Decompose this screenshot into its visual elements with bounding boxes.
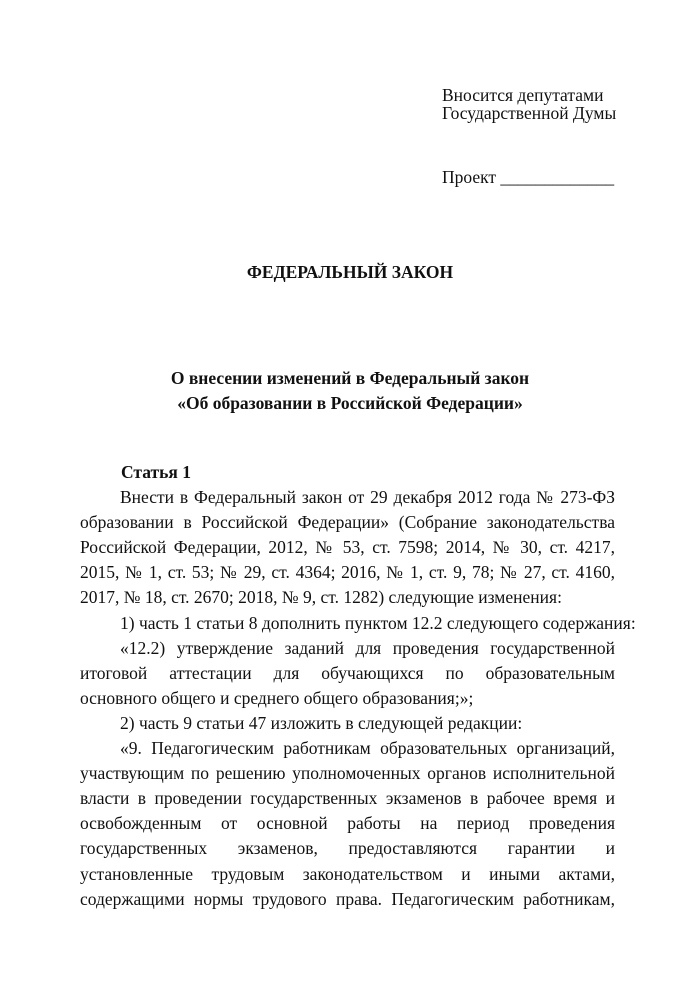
project-label: Проект _____________	[442, 167, 615, 187]
body-line: 1) часть 1 статьи 8 дополнить пунктом 12.2 следующего содержания:	[120, 612, 636, 633]
body-line: установленные трудовым законодательством и иными актами,	[80, 863, 615, 884]
body-line: 2015, № 1, ст. 53; № 29, ст. 4364; 2016, № 1, ст. 9, 78; № 27, ст. 4160,	[80, 562, 615, 583]
body-line: государственных экзаменов, предоставляются гарантии и	[80, 838, 615, 859]
title-line-2: «Об образовании в Российской Федерации»	[177, 393, 523, 413]
introduced-by-line-2: Государственной Думы	[442, 103, 617, 123]
body-line: власти в проведении государственных экзаменов в рабочее время и	[80, 788, 615, 809]
body-line: участвующим по решению уполномоченных органов исполнительной	[80, 763, 615, 784]
body-line: «12.2) утверждение заданий для проведения государственной	[120, 637, 615, 658]
body-line: образовании в Российской Федерации» (Собрание законодательства	[80, 512, 615, 533]
body-line: Внести в Федеральный закон от 29 декабря 2012 года № 273-ФЗ	[120, 487, 615, 507]
body-line: «9. Педагогическим работникам образовательных организаций,	[120, 738, 615, 758]
article-heading: Статья 1	[121, 462, 191, 482]
body-line: 2017, № 18, ст. 2670; 2018, № 9, ст. 1282) следующие изменения:	[80, 587, 562, 608]
body-line: итоговой аттестации для обучающихся по образовательным	[80, 662, 615, 683]
body-line: содержащими нормы трудового права. Педагогическим работникам,	[80, 888, 615, 909]
body-line: основного общего и среднего общего образования;»;	[80, 687, 474, 708]
title-line-1: О внесении изменений в Федеральный закон	[170, 368, 530, 388]
body-line: Российской Федерации, 2012, № 53, ст. 7598; 2014, № 30, ст. 4217,	[80, 537, 615, 558]
body-line: 2) часть 9 статьи 47 изложить в следующей редакции:	[120, 712, 523, 733]
body-line: освобожденным от основной работы на период проведения	[80, 813, 615, 834]
document-type: ФЕДЕРАЛЬНЫЙ ЗАКОН	[246, 262, 454, 282]
introduced-by-line-1: Вносится депутатами	[442, 85, 604, 105]
